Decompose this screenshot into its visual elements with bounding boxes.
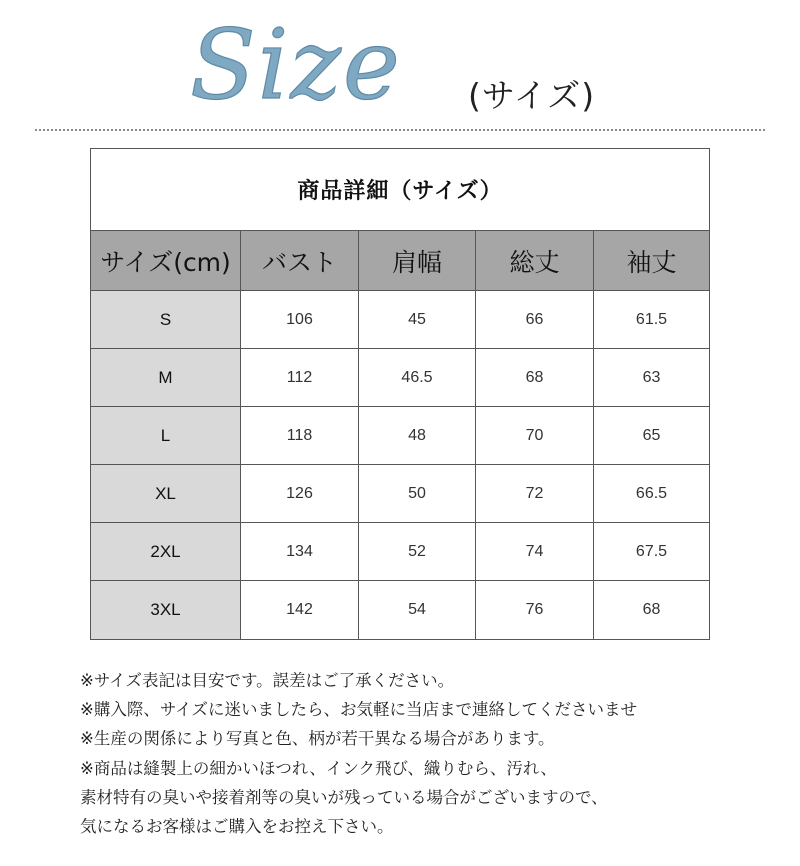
sleeve-cell: 68 [594,581,709,639]
notes [80,666,780,841]
size-script-title [190,0,480,120]
header-shoulder: 肩幅 [359,231,476,291]
bust-cell: 106 [241,291,359,349]
shoulder-cell: 46.5 [359,349,476,407]
bust-cell: 142 [241,581,359,639]
note-line: ※生産の関係により写真と色、柄が若干異なる場合があります。 [80,729,555,749]
note-line: 気になるお客様はご購入をお控え下さい。 [80,817,394,837]
length-cell: 72 [476,465,594,523]
header-bust: バスト [241,231,359,291]
length-cell: 68 [476,349,594,407]
length-cell: 70 [476,407,594,465]
header-length: 総丈 [476,231,594,291]
table-row [91,291,709,349]
note-line: ※サイズ表記は目安です。誤差はご了承ください。 [80,671,455,690]
table-row [91,523,709,581]
size-label-cell: XL [91,465,241,523]
header-sleeve: 袖丈 [594,231,709,291]
header-size: サイズ(cm) [91,231,241,291]
size-label-cell: 2XL [91,523,241,581]
table-row [91,407,709,465]
shoulder-cell: 45 [359,291,476,349]
size-label-cell: S [91,291,241,349]
length-cell: 76 [476,581,594,639]
sleeve-cell: 67.5 [594,523,709,581]
divider [35,129,765,131]
size-label-cell: L [91,407,241,465]
bust-cell: 134 [241,523,359,581]
shoulder-cell: 52 [359,523,476,581]
size-script-text: Size [190,9,402,120]
size-label-cell: 3XL [91,581,241,639]
table-caption: 商品詳細（サイズ） [91,149,709,231]
sleeve-cell: 65 [594,407,709,465]
note-line: ※商品は縫製上の細かいほつれ、インク飛び、織りむら、汚れ、 [80,758,557,778]
shoulder-cell: 50 [359,465,476,523]
bust-cell: 126 [241,465,359,523]
title-subtitle: (サイズ) [468,76,596,115]
table-row [91,581,709,639]
shoulder-cell: 54 [359,581,476,639]
table-row [91,349,709,407]
shoulder-cell: 48 [359,407,476,465]
table-header-row [91,231,709,291]
size-table [90,148,710,640]
length-cell: 74 [476,523,594,581]
length-cell: 66 [476,291,594,349]
size-label-cell: M [91,349,241,407]
sleeve-cell: 66.5 [594,465,709,523]
sleeve-cell: 63 [594,349,709,407]
note-line: ※購入際、サイズに迷いましたら、お気軽に当店まで連絡してくださいませ [80,700,638,720]
note-line: 素材特有の臭いや接着剤等の臭いが残っている場合がございますので、 [80,787,608,807]
sleeve-cell: 61.5 [594,291,709,349]
bust-cell: 118 [241,407,359,465]
bust-cell: 112 [241,349,359,407]
table-row [91,465,709,523]
